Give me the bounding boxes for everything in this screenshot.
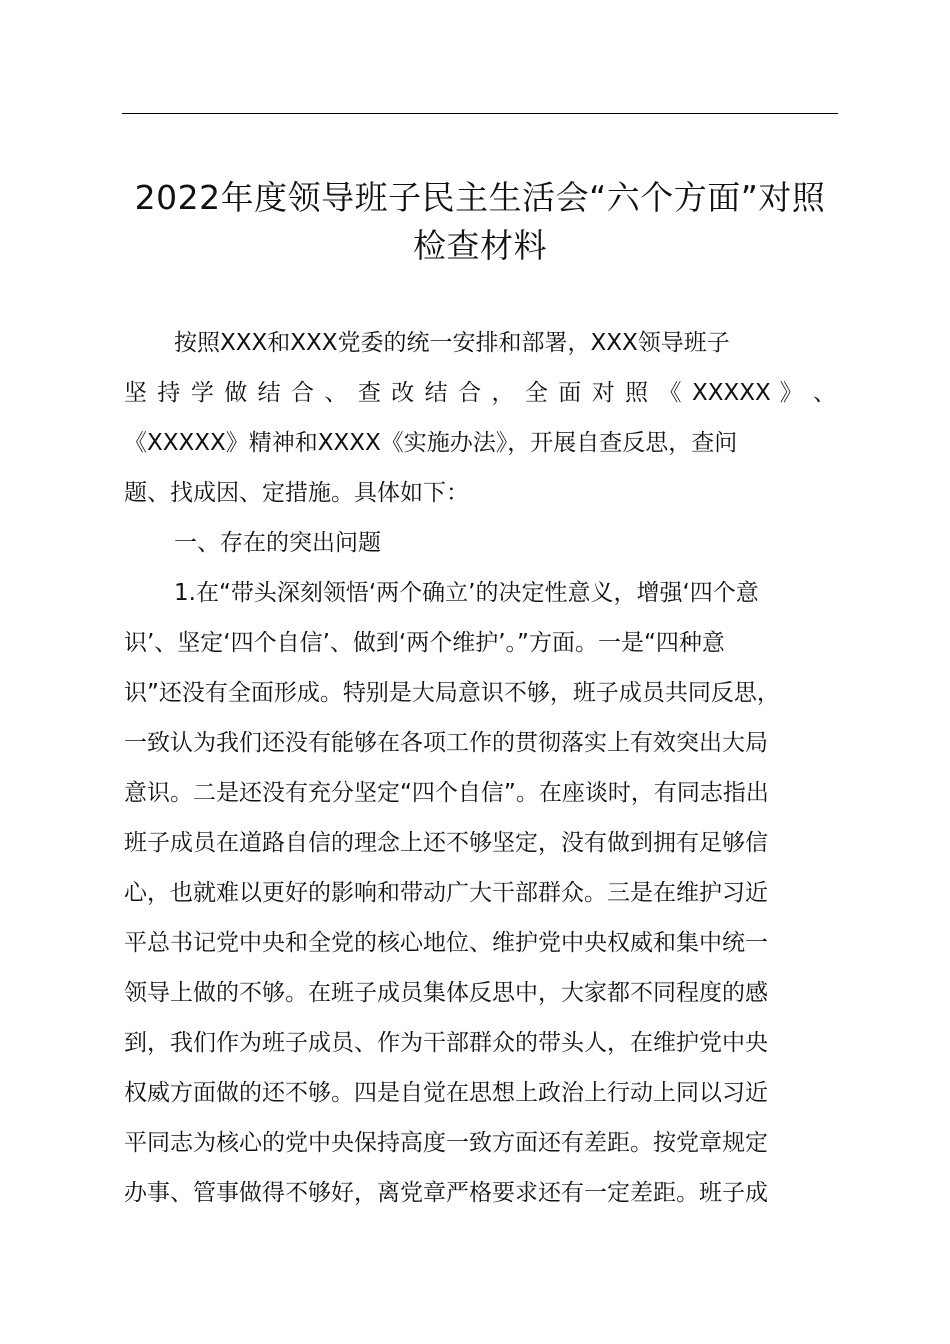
body-line: 平总书记党中央和全党的核心地位、维护党中央权威和集中统一 bbox=[124, 930, 768, 956]
body-line: 平同志为核心的党中央保持高度一致方面还有差距。按党章规定 bbox=[124, 1130, 768, 1156]
body-line: 领导上做的不够。在班子成员集体反思中，大家都不同程度的感 bbox=[124, 980, 768, 1006]
document-title-line-2: 检查材料 bbox=[413, 226, 547, 265]
document-title-line-1: 2022年度领导班子民主生活会“六个方面”对照 bbox=[134, 178, 826, 217]
body-line: 识”还没有全面形成。特别是大局意识不够，班子成员共同反思， bbox=[124, 680, 780, 706]
body-line: 1.在“带头深刻领悟‘两个确立’的决定性意义，增强‘四个意 bbox=[174, 580, 759, 606]
body-line: 到，我们作为班子成员、作为干部群众的带头人，在维护党中央 bbox=[124, 1030, 768, 1056]
body-line: 按照XXX和XXX党委的统一安排和部署，XXX领导班子 bbox=[174, 330, 730, 356]
body-line: 《XXXXX》精神和XXXX《实施办法》，开展自查反思，查问 bbox=[124, 430, 738, 456]
body-line: 权威方面做的还不够。四是自觉在思想上政治上行动上同以习近 bbox=[124, 1080, 768, 1106]
body-line: 意识。二是还没有充分坚定“四个自信”。在座谈时，有同志指出 bbox=[124, 780, 769, 806]
section-heading: 一、存在的突出问题 bbox=[174, 530, 381, 556]
body-line: 一致认为我们还没有能够在各项工作的贯彻落实上有效突出大局 bbox=[124, 730, 768, 756]
body-line: 班子成员在道路自信的理念上还不够坚定，没有做到拥有足够信 bbox=[124, 830, 768, 856]
body-line: 心，也就难以更好的影响和带动广大干部群众。三是在维护习近 bbox=[124, 880, 768, 906]
body-line: 题、找成因、定措施。具体如下： bbox=[124, 480, 469, 506]
body-line: 办事、管事做得不够好，离党章严格要求还有一定差距。班子成 bbox=[124, 1180, 768, 1206]
body-line: 坚 持 学 做 结 合 、 查 改 结 合 ， 全 面 对 照 《 XXXXX 》 、 bbox=[124, 380, 836, 406]
body-line: 识’、坚定‘四个自信’、做到‘两个维护’。”方面。一是“四种意 bbox=[124, 630, 725, 656]
header-rule bbox=[122, 113, 838, 114]
